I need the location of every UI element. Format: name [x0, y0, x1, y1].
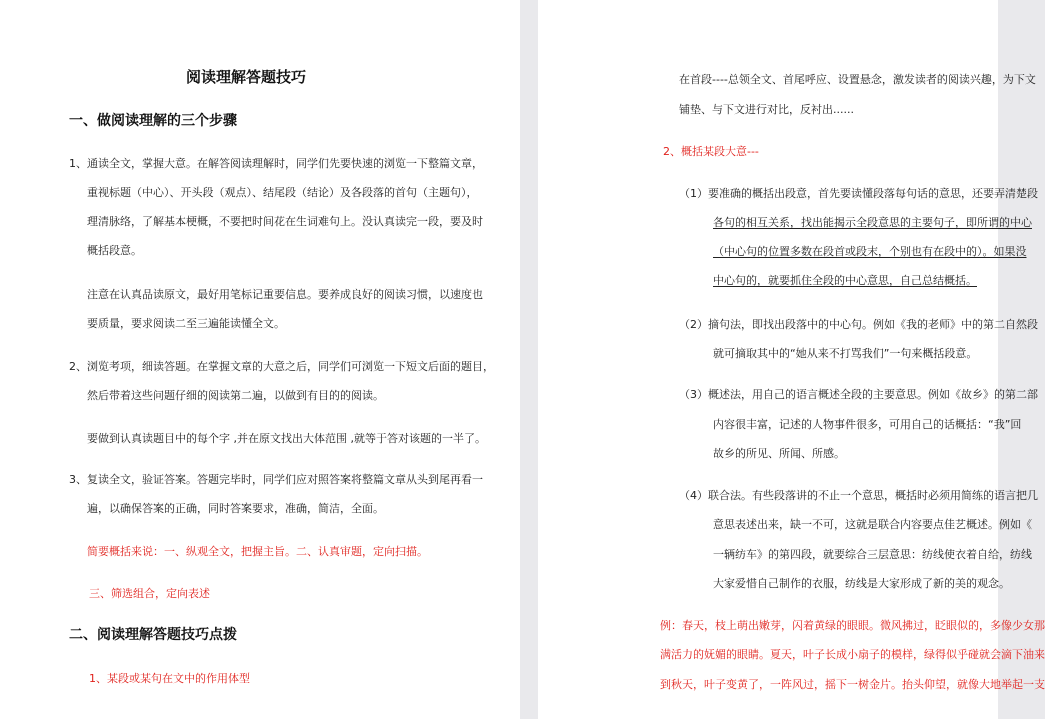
item1-line-1: （1）要准确的概括出段意，首先要读懂段落每句话的意思，还要弄清楚段	[679, 187, 1038, 200]
step3-line-2: 遍，以确保答案的正确，同时答案要求，准确，简洁，全面。	[87, 502, 384, 515]
subheading-2: 2、概括某段大意---	[663, 145, 759, 158]
step1-line-2: 重视标题（中心）、开头段（观点）、结尾段（结论）及各段落的首句（主题句），	[87, 186, 478, 199]
item3-line-1: （3）概述法，用自己的语言概述全段的主要意思。例如《故乡》的第二部	[679, 388, 1038, 401]
item3-line-2: 内容很丰富，记述的人物事件很多，可用自己的话概括：“我”回	[713, 418, 1022, 431]
intro-line-2: 铺垫、与下文进行对比，反衬出......	[679, 103, 854, 116]
section-heading-1: 一、做阅读理解的三个步骤	[69, 113, 237, 129]
document-title: 阅读理解答题技巧	[186, 68, 307, 86]
item1-line-4: 中心句的，就要抓住全段的中心意思，自己总结概括。	[713, 274, 977, 287]
summary-line: 简要概括来说：一、纵观全文，把握主旨。二、认真审题，定向扫描。	[87, 545, 428, 558]
intro-line-1: 在首段----总领全文、首尾呼应、设置悬念，激发读者的阅读兴趣，为下文	[679, 73, 1036, 86]
document-page-right	[538, 0, 1045, 719]
item4-line-4: 大家爱惜自己制作的衣服，纺线是大家形成了新的美的观念。	[713, 577, 1010, 590]
step1-line-3: 理清脉络，了解基本梗概，不要把时间花在生词难句上。没认真读完一段，要及时	[87, 215, 483, 228]
note2-line: 要做到认真读题目中的每个字 ,并在原文找出大体范围 ,就等于答对该题的一半了。	[87, 432, 486, 445]
step3-line-1: 3、复读全文，验证答案。答题完毕时，同学们应对照答案将整篇文章从头到尾再看一	[69, 473, 483, 486]
step-three-line: 三、筛选组合，定向表述	[89, 587, 210, 600]
item4-line-3: 一辆纺车》的第四段，就要综合三层意思：纺线使衣着自给，纺线	[713, 548, 1032, 561]
item2-line-2: 就可摘取其中的“她从来不打骂我们”一句来概括段意。	[713, 347, 978, 360]
note1-line-1: 注意在认真品读原文，最好用笔标记重要信息。要养成良好的阅读习惯，以速度也	[87, 288, 483, 301]
example-line-1: 例：春天，枝上萌出嫩芽，闪着黄绿的眼眼。微风拂过，眨眼似的，多像少女那	[660, 619, 1045, 632]
item4-line-1: （4）联合法。有些段落讲的不止一个意思，概括时必须用简练的语言把几	[679, 489, 1038, 502]
example-line-2: 满活力的妩媚的眼睛。夏天，叶子长成小扇子的模样，绿得似乎碰就会滴下油来	[660, 648, 1045, 661]
step1-line-4: 概括段意。	[87, 244, 142, 257]
document-page-left	[0, 0, 520, 719]
section-heading-2: 二、阅读理解答题技巧点拨	[69, 627, 237, 643]
item2-line-1: （2）摘句法，即找出段落中的中心句。例如《我的老师》中的第二自然段	[679, 318, 1038, 331]
note1-line-2: 要质量，要求阅读二至三遍能读懂全文。	[87, 317, 285, 330]
subheading-1: 1、某段或某句在文中的作用体型	[89, 672, 250, 685]
step1-line-1: 1、通读全文，掌握大意。在解答阅读理解时，同学们先要快速的浏览一下整篇文章，	[69, 157, 483, 170]
item1-line-3: （中心句的位置多数在段首或段末，个别也有在段中的）。如果没	[713, 245, 1027, 258]
step2-line-2: 然后带着这些问题仔细的阅读第二遍，以做到有目的的阅读。	[87, 389, 384, 402]
item1-line-2: 各句的相互关系，找出能揭示全段意思的主要句子，即所谓的中心	[713, 216, 1032, 229]
item4-line-2: 意思表述出来，缺一不可，这就是联合内容要点佳艺概述。例如《	[713, 518, 1032, 531]
item3-line-3: 故乡的所见、所闻、所感。	[713, 447, 845, 460]
example-line-3: 到秋天，叶子变黄了，一阵风过，摇下一树金片。抬头仰望，就像大地举起一支	[660, 678, 1045, 691]
step2-line-1: 2、浏览考项，细读答题。在掌握文章的大意之后，同学们可浏览一下短文后面的题目，	[69, 360, 494, 373]
